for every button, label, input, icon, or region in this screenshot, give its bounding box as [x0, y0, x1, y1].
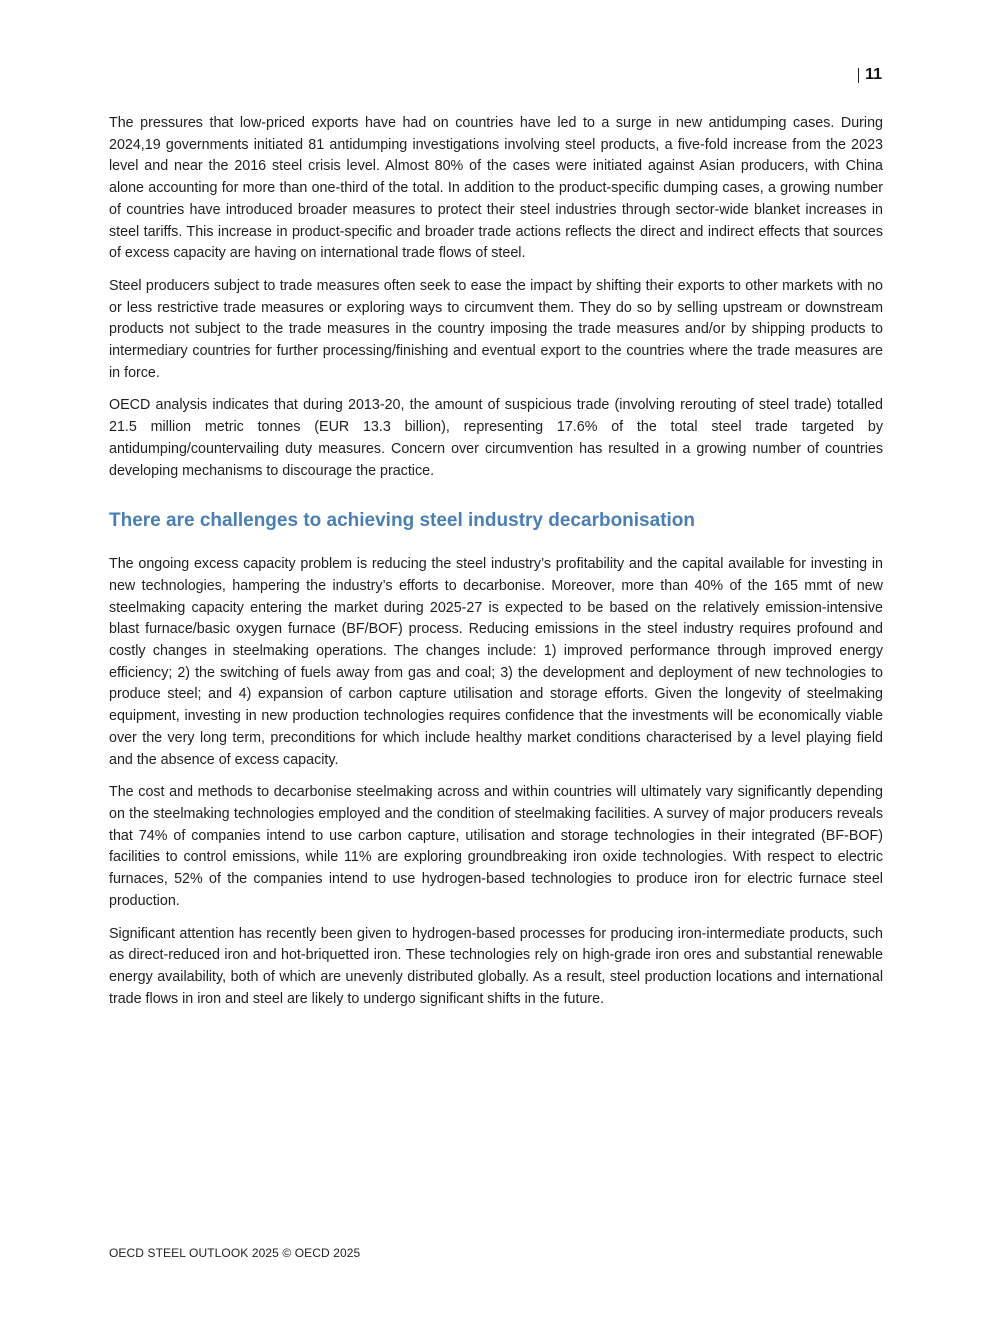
- paragraph-excess-capacity: The ongoing excess capacity problem is reducing the steel industry’s profitability and the capital available for investing in new technologies, hampering the industry’s efforts to decarbonise. Moreover, more than 40% of the 165 mmt of new steelmaking capacity entering the market during 2025-27 is expected to be based on the relatively emission-intensive blast furnace/basic oxygen furnace (BF/BOF) process. Reducing emissions in the steel industry requires profound and costly changes in steelmaking operations. The changes include: 1) improved performance through improved energy efficiency; 2) the switching of fuels away from gas and coal; 3) the development and deployment of new technologies to produce steel; and 4) expansion of carbon capture utilisation and storage efforts. Given the longevity of steelmaking equipment, investing in new production technologies requires confidence that the investments will be economically viable over the very long term, preconditions for which include healthy market conditions characterised by a level playing field and the absence of excess capacity.: [109, 556, 883, 768]
- page-number: [858, 66, 882, 84]
- paragraph-decarbonise-costs: The cost and methods to decarbonise steelmaking across and within countries will ultimately vary significantly depending on the steelmaking technologies employed and the condition of steelmaking facilities. A survey of major producers reveals that 74% of companies intend to use carbon capture, utilisation and storage technologies in their integrated (BF-BOF) facilities to control emissions, while 11% are exploring groundbreaking iron oxide technologies. With respect to electric furnaces, 52% of the companies intend to use hydrogen-based technologies to produce iron for electric furnace steel production.: [109, 784, 883, 909]
- section-heading-decarbonisation: There are challenges to achieving steel industry decarbonisation: [109, 510, 696, 532]
- main-content: [109, 113, 883, 1021]
- paragraph-antidumping-cases: The pressures that low-priced exports have had on countries have led to a surge in new antidumping cases. During 2024,19 governments initiated 81 antidumping investigations involving steel products, a five-fold increase from the 2023 level and near the 2016 steel crisis level. Almost 80% of the cases were initiated against Asian producers, with China alone accounting for more than one-third of the total. In addition to the product-specific dumping cases, a growing number of countries have introduced broader measures to protect their steel industries through sector-wide blanket increases in steel tariffs. This increase in product-specific and broader trade actions reflects the direct and indirect effects that sources of excess capacity are having on international trade flows of steel.: [109, 115, 883, 262]
- page-footer: OECD STEEL OUTLOOK 2025 © OECD 2025: [109, 1246, 361, 1260]
- page-number-value: 11: [865, 66, 882, 83]
- paragraph-oecd-analysis: OECD analysis indicates that during 2013-20, the amount of suspicious trade (involving rerouting of steel trade) totalled 21.5 million metric tonnes (EUR 13.3 billion), representing 17.6% of the total steel trade targeted by antidumping/countervailing duty measures. Concern over circumvention has resulted in a growing number of countries developing mechanisms to discourage the practice.: [109, 397, 883, 479]
- paragraph-trade-circumvention: Steel producers subject to trade measures often seek to ease the impact by shifting their exports to other markets with no or less restrictive trade measures or exploring ways to circumvent them. They do so by selling upstream or downstream products not subject to the trade measures in the country imposing the trade measures and/or by shipping products to intermediary countries for further processing/finishing and eventual export to the countries where the trade measures are in force.: [109, 277, 883, 381]
- paragraph-hydrogen-processes: Significant attention has recently been given to hydrogen-based processes for producing iron-intermediate products, such as direct-reduced iron and hot-briquetted iron. These technologies rely on high-grade iron ores and substantial renewable energy availability, both of which are unevenly distributed globally. As a result, steel production locations and international trade flows in iron and steel are likely to undergo significant shifts in the future.: [109, 925, 883, 1007]
- page-number-divider: [858, 68, 859, 83]
